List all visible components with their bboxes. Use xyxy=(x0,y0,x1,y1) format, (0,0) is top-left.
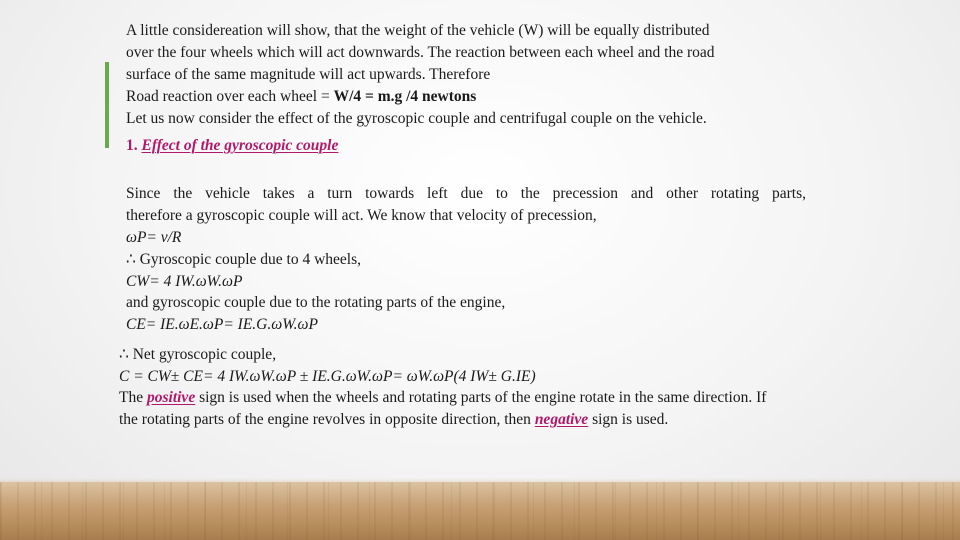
road-reaction-line xyxy=(126,86,476,107)
equation-precession-velocity: ωP= v/R xyxy=(126,229,182,246)
therefore-net-couple: ∴ Net gyroscopic couple, xyxy=(119,346,277,363)
intro-line-5: Let us now consider the effect of the gyroscopic couple and centrifugal couple on the vehicle. xyxy=(126,110,707,127)
wooden-floor xyxy=(0,482,960,540)
section-para-3: and gyroscopic couple due to the rotating parts of the engine, xyxy=(126,294,506,311)
sign-sentence-2-pre: the rotating parts of the engine revolves in opposite direction, then xyxy=(119,411,535,428)
road-reaction-formula: W/4 = m.g /4 newtons xyxy=(333,88,477,105)
equation-net-couple: C = CW± CE= 4 IW.ωW.ωP ± IE.G.ωW.ωP= ωW.ωP(4 IW± G.IE) xyxy=(119,368,536,385)
sign-sentence-1-post: sign is used when the wheels and rotating parts of the engine rotate in the same direction. If xyxy=(195,389,767,406)
equation-ce: CE= IE.ωE.ωP= IE.G.ωW.ωP xyxy=(126,316,318,333)
equation-cw: CW= 4 IW.ωW.ωP xyxy=(126,273,243,290)
sign-sentence-2 xyxy=(119,409,668,430)
intro-line-2: over the four wheels which will act downwards. The reaction between each wheel and the road xyxy=(126,44,715,61)
positive-highlight: positive xyxy=(146,389,196,406)
intro-line-1: A little considereation will show, that the weight of the vehicle (W) will be equally distributed xyxy=(126,22,710,39)
section-heading-number: 1. xyxy=(126,137,142,154)
section-para-2: therefore a gyroscopic couple will act. We know that velocity of precession, xyxy=(126,207,597,224)
intro-line-3: surface of the same magnitude will act upwards. Therefore xyxy=(126,66,491,83)
road-reaction-label: Road reaction over each wheel = xyxy=(126,88,334,105)
section-heading-text: Effect of the gyroscopic couple xyxy=(141,137,339,154)
negative-highlight: negative xyxy=(534,411,589,428)
therefore-gyro-couple-wheels: ∴ Gyroscopic couple due to 4 wheels, xyxy=(126,251,361,268)
sign-sentence-1-pre: The xyxy=(119,389,147,406)
sign-sentence-2-post: sign is used. xyxy=(588,411,669,428)
sign-sentence-1 xyxy=(119,387,766,408)
section-para-1: Since the vehicle takes a turn towards left due to the precession and other rotating parts, xyxy=(126,185,806,202)
section-heading xyxy=(126,137,338,155)
accent-bar xyxy=(105,62,109,148)
